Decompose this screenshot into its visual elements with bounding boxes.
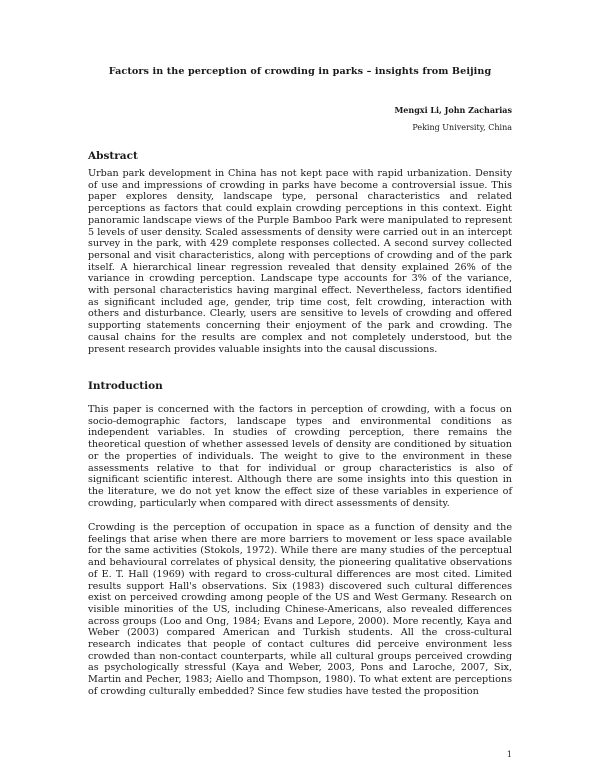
abstract-paragraph: Urban park development in China has not kept pace with rapid urbanization. Density of use and impressions of crowding in parks have become a controversial issue. This paper explores density, landscape type, personal characteristics and related perceptions as factors that could explain crowding perceptions in this context. Eight panoramic landscape views of the Purple Bamboo Park were manipulated to represent 5 levels of user density. Scaled assessments of density were carried out in an intercept survey in the park, with 429 complete responses collected. A second survey collected personal and visit characteristics, along with perceptions of crowding and of the park itself. A hierarchical linear regression revealed that density explained 26% of the variance in crowding perception. Landscape type accounts for 3% of the variance, with personal characteristics having marginal effect. Nevertheless, factors identified as significant included age, gender, trip time cost, felt crowding, interaction with others and disturbance. Clearly, users are sensitive to levels of crowding and offered supporting statements concerning their enjoyment of the park and crowding. The causal chains for the results are complex and not completely understood, but the present research provides valuable insights into the causal discussions. (88, 168, 512, 355)
abstract-heading: Abstract (88, 150, 138, 162)
paper-title: Factors in the perception of crowding in parks – insights from Beijing (108, 66, 492, 77)
introduction-heading: Introduction (88, 380, 163, 392)
page-number: 1 (506, 750, 512, 759)
introduction-paragraph-2: Crowding is the perception of occupation in space as a function of density and the feelings that arise when there are more barriers to movement or less space available for the same activities (Stokols, 1972). While there are many studies of the perceptual and behavioural correlates of physical density, the pioneering qualitative observations of E. T. Hall (1969) with regard to cross-cultural differences are most cited. Limited results support Hall's observations. Six (1983) discovered such cultural differences exist on perceived crowding among people of the US and West Germany. Research on visible minorities of the US, including Chinese-Americans, also revealed differences across groups (Loo and Ong, 1984; Evans and Lepore, 2000). More recently, Kaya and Weber (2003) compared American and Turkish students. All the cross-cultural research indicates that people of contact cultures did perceive environment less crowded than non-contact counterparts, while all cultural groups perceived crowding as psychologically stressful (Kaya and Weber, 2003, Pons and Laroche, 2007, Six, Martin and Pecher, 1983; Aiello and Thompson, 1980). To what extent are perceptions of crowding culturally embedded? Since few studies have tested the proposition (88, 522, 512, 697)
author-list: Mengxi Li, John Zacharias (394, 105, 512, 115)
introduction-paragraph-1: This paper is concerned with the factors in perception of crowding, with a focus on socio-demographic factors, landscape types and environmental conditions as independent variables. In studies of crowding perception, there remains the theoretical question of whether assessed levels of density are conditioned by situation or the properties of individuals. The weight to give to the environment in these assessments relative to that for individual or group characteristics is also of significant scientific interest. Although there are some insights into this question in the literature, we do not yet know the effect size of these variables in experience of crowding, particularly when compared with direct assessments of density. (88, 404, 512, 509)
author-affiliation: Peking University, China (412, 123, 512, 132)
